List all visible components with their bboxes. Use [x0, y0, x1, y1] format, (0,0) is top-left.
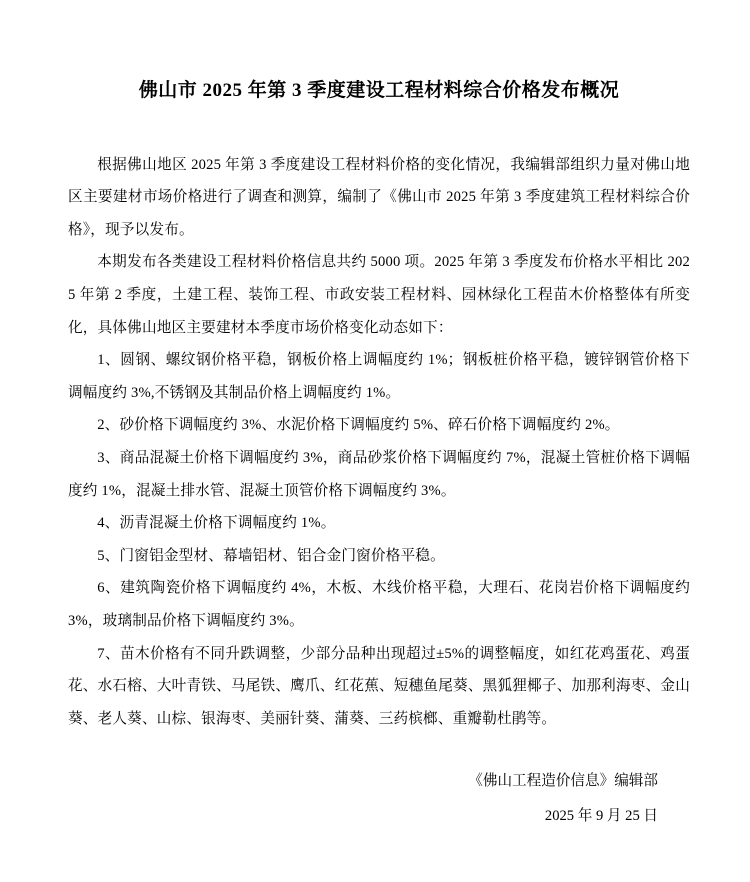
- body-paragraph-item-4: 4、沥青混凝土价格下调幅度约 1%。: [97, 515, 336, 532]
- signature-line: 《佛山工程造价信息》编辑部: [468, 773, 658, 790]
- body-paragraph-item-7: 7、苗木价格有不同升跌调整，少部分品种出现超过±5%的调整幅度，如红花鸡蛋花、鸡蛋花、水石榕、大叶青铁、马尾铁、鹰爪、红花蕉、短穗鱼尾葵、黑狐狸椰子、加那利海枣、金山葵、老人葵、山棕、银海枣、美丽针葵、蒲葵、三药槟榔、重瓣勒杜鹃等。: [68, 645, 690, 727]
- body-paragraph-item-3: 3、商品混凝土价格下调幅度约 3%，商品砂浆价格下调幅度约 7%，混凝土管桩价格下调幅度约 1%，混凝土排水管、混凝土顶管价格下调幅度约 3%。: [68, 449, 690, 499]
- body-paragraph-summary: 本期发布各类建设工程材料价格信息共约 5000 项。2025 年第 3 季度发布价格水平相比 2025 年第 2 季度，土建工程、装饰工程、市政安装工程材料、园林绿化工程苗木价格整体有所变化，具体佛山地区主要建材本季度市场价格变化动态如下：: [68, 254, 690, 336]
- body-paragraph-item-5: 5、门窗铝金型材、幕墙铝材、铝合金门窗价格平稳。: [97, 547, 445, 564]
- body-paragraph-intro: 根据佛山地区 2025 年第 3 季度建设工程材料价格的变化情况，我编辑部组织力量对佛山地区主要建材市场价格进行了调查和测算，编制了《佛山市 2025 年第 3 季度建筑工程材料综合价格》，现予以发布。: [68, 156, 690, 238]
- page-title: 佛山市 2025 年第 3 季度建设工程材料综合价格发布概况: [138, 80, 620, 101]
- date-line: 2025 年 9 月 25 日: [544, 807, 658, 824]
- document-body: [68, 149, 690, 736]
- document-footer: [68, 765, 690, 832]
- body-paragraph-item-6: 6、建筑陶瓷价格下调幅度约 4%，木板、木线价格平稳，大理石、花岗岩价格下调幅度约 3%，玻璃制品价格下调幅度约 3%。: [68, 580, 690, 629]
- body-paragraph-item-2: 2、砂价格下调幅度约 3%、水泥价格下调幅度约 5%、碎石价格下调幅度约 2%。: [97, 417, 620, 434]
- body-paragraph-item-1: 1、圆钢、螺纹钢价格平稳，钢板价格上调幅度约 1%；钢板桩价格平稳，镀锌钢管价格下调幅度约 3%,不锈钢及其制品价格上调幅度约 1%。: [68, 352, 690, 401]
